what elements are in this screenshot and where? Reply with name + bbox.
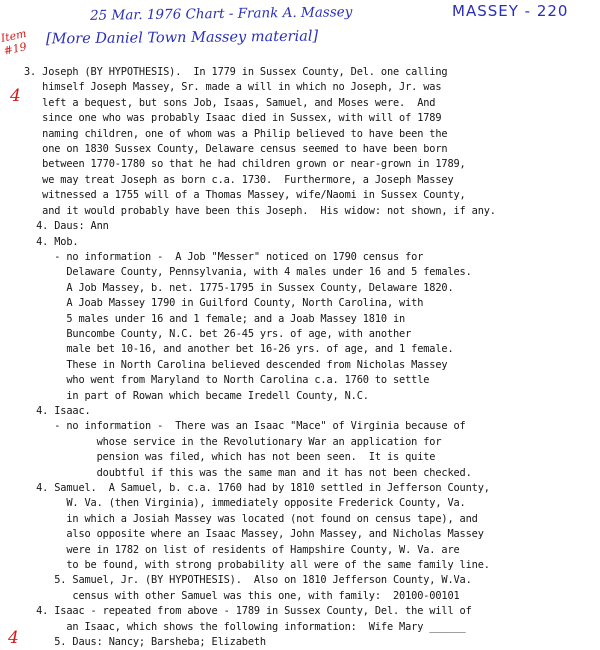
text-line: 5. Daus: Nancy; Barsheba; Elizabeth — [24, 636, 266, 648]
text-line: A Job Massey, b. net. 1775-1795 in Sussex County, Delaware 1820. — [24, 281, 454, 294]
text-line: - no information - A Job "Messer" noticed on 1790 census for — [24, 250, 424, 263]
text-line: whose service in the Revolutionary War an application for — [24, 435, 442, 448]
text-line: also opposite where an Isaac Massey, John Massey, and Nicholas Massey — [24, 528, 484, 541]
text-line: - no information - There was an Isaac "Mace" of Virginia because of — [24, 420, 466, 433]
text-line: witnessed a 1755 will of a Thomas Massey, wife/Naomi in Sussex County, — [24, 189, 466, 202]
text-line: 4. Daus: Ann — [24, 220, 109, 233]
text-line: 4. Samuel. A Samuel, b. c.a. 1760 had by 1810 settled in Jefferson County, — [24, 481, 490, 494]
text-line: 4. Isaac. — [24, 404, 91, 417]
text-line: doubtful if this was the same man and it has not been checked. — [24, 466, 472, 479]
text-line: 4. Mob. — [24, 235, 79, 248]
text-line: census with other Samuel was this one, with family: 20100-00101 — [24, 589, 460, 602]
text-line: we may treat Joseph as born c.a. 1730. Furthermore, a Joseph Massey — [24, 173, 454, 186]
text-line: in which a Josiah Massey was located (not found on census tape), and — [24, 512, 478, 525]
text-line: naming children, one of whom was a Philip believed to have been the — [24, 127, 448, 140]
header-note: 25 Mar. 1976 Chart - Frank A. Massey — [89, 4, 353, 24]
text-line: W. Va. (then Virginia), immediately opposite Frederick County, Va. — [24, 497, 466, 510]
text-line: Buncombe County, N.C. bet 26-45 yrs. of age, with another — [24, 327, 412, 340]
text-line: were in 1782 on list of residents of Hampshire County, W. Va. are — [24, 543, 460, 556]
text-line: who went from Maryland to North Carolina c.a. 1760 to settle — [24, 374, 430, 387]
header-code: MASSEY - 220 — [452, 2, 569, 20]
text-line: since one who was probably Isaac died in Sussex, with will of 1789 — [24, 112, 442, 125]
text-line: himself Joseph Massey, Sr. made a will in which no Joseph, Jr. was — [24, 81, 442, 94]
text-line: one on 1830 Sussex County, Delaware census seemed to have been born — [24, 143, 448, 155]
text-line: between 1770-1780 so that he had children grown or near-grown in 1789, — [24, 158, 466, 171]
margin-number-top: 4 — [10, 86, 21, 106]
margin-label-item: Item #19 — [0, 26, 28, 58]
text-line: left a bequest, but sons Job, Isaas, Samuel, and Moses were. And — [24, 96, 436, 109]
text-line: A Joab Massey 1790 in Guilford County, North Carolina, with — [24, 297, 424, 310]
handwritten-subtitle: [More Daniel Town Massey material] — [45, 28, 319, 48]
text-line: male bet 10-16, and another bet 16-26 yrs. of age, and 1 female. — [24, 343, 454, 356]
text-line: in part of Rowan which became Iredell County, N.C. — [24, 389, 369, 402]
text-line: These in North Carolina believed descended from Nicholas Massey — [24, 358, 448, 371]
text-line: 4. Isaac - repeated from above - 1789 in Sussex County, Del. the will of — [24, 605, 472, 618]
text-line: and it would probably have been this Joseph. His widow: not shown, if any. — [24, 204, 496, 217]
margin-number-bottom: 4 — [8, 628, 19, 648]
text-line: pension was filed, which has not been seen. It is quite — [24, 451, 436, 464]
text-line: to be found, with strong probability all were of the same family line. — [24, 559, 490, 571]
text-line: 5. Samuel, Jr. (BY HYPOTHESIS). Also on 1810 Jefferson County, W.Va. — [24, 574, 472, 587]
text-line: Delaware County, Pennsylvania, with 4 males under 16 and 5 females. — [24, 266, 472, 279]
text-line: 3. Joseph (BY HYPOTHESIS). In 1779 in Sussex County, Del. one calling — [24, 66, 448, 78]
text-line: 5 males under 16 and 1 female; and a Joab Massey 1810 in — [24, 312, 406, 325]
text-line: an Isaac, which shows the following information: Wife Mary ______ — [24, 620, 466, 633]
